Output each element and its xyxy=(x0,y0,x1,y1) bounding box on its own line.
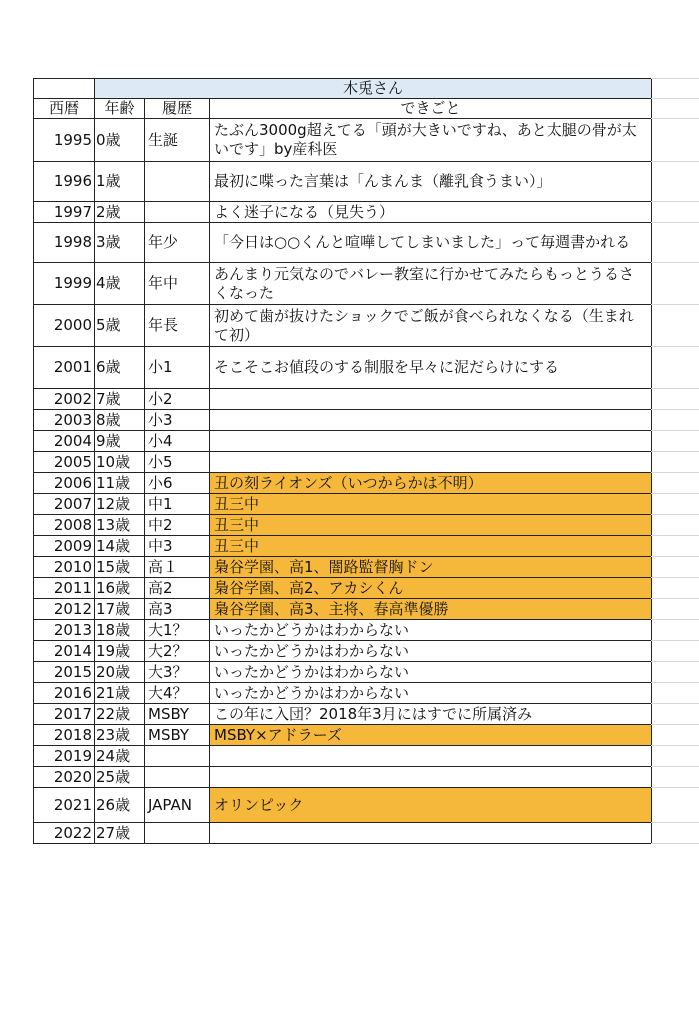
history-cell: 小3 xyxy=(145,410,210,431)
event-cell: そこそこお値段のする制服を早々に泥だらけにする xyxy=(210,347,652,389)
year-cell: 2011 xyxy=(34,578,95,599)
table-row xyxy=(34,223,652,263)
gridline xyxy=(651,161,699,162)
history-cell xyxy=(145,162,210,202)
gridline xyxy=(651,262,699,263)
age-cell: 4歳 xyxy=(95,263,145,305)
age-cell: 17歳 xyxy=(95,599,145,620)
history-cell: JAPAN xyxy=(145,788,210,823)
history-cell: 大2？ xyxy=(145,641,210,662)
history-cell: 生誕 xyxy=(145,119,210,162)
year-cell: 1995 xyxy=(34,119,95,162)
history-cell: 年長 xyxy=(145,305,210,347)
year-cell: 2014 xyxy=(34,641,95,662)
table-row xyxy=(34,389,652,410)
gridline xyxy=(651,201,699,202)
year-cell: 2010 xyxy=(34,557,95,578)
table-row xyxy=(34,536,652,557)
age-cell: 24歳 xyxy=(95,746,145,767)
table-row xyxy=(34,431,652,452)
table-row xyxy=(34,683,652,704)
age-cell: 14歳 xyxy=(95,536,145,557)
history-cell: MSBY xyxy=(145,704,210,725)
age-cell: 13歳 xyxy=(95,515,145,536)
event-cell: 初めて歯が抜けたショックでご飯が食べられなくなる（生まれて初） xyxy=(210,305,652,347)
history-cell: 年少 xyxy=(145,223,210,263)
gridline xyxy=(651,304,699,305)
gridline xyxy=(651,766,699,767)
age-cell: 7歳 xyxy=(95,389,145,410)
table-row xyxy=(34,162,652,202)
table-row xyxy=(34,557,652,578)
age-cell: 0歳 xyxy=(95,119,145,162)
title-blank-cell xyxy=(34,79,95,99)
age-cell: 12歳 xyxy=(95,494,145,515)
gridline xyxy=(651,98,699,99)
age-cell: 3歳 xyxy=(95,223,145,263)
year-cell: 2000 xyxy=(34,305,95,347)
gridline xyxy=(651,514,699,515)
age-cell: 16歳 xyxy=(95,578,145,599)
table-row xyxy=(34,767,652,788)
gridline xyxy=(651,222,699,223)
year-cell: 2006 xyxy=(34,473,95,494)
event-cell: 「今日は○○くんと喧嘩してしまいました」って毎週書かれる xyxy=(210,223,652,263)
gridline xyxy=(651,472,699,473)
table-row xyxy=(34,410,652,431)
table-row xyxy=(34,620,652,641)
table-row xyxy=(34,473,652,494)
history-cell: 中2 xyxy=(145,515,210,536)
year-cell: 2002 xyxy=(34,389,95,410)
history-cell: 高2 xyxy=(145,578,210,599)
gridline xyxy=(651,409,699,410)
year-cell: 2022 xyxy=(34,823,95,844)
gridline xyxy=(651,556,699,557)
table-row xyxy=(34,263,652,305)
age-cell: 15歳 xyxy=(95,557,145,578)
age-cell: 19歳 xyxy=(95,641,145,662)
year-cell: 2008 xyxy=(34,515,95,536)
history-cell: 小5 xyxy=(145,452,210,473)
event-cell: 丑の刻ライオンズ（いつからかは不明） xyxy=(210,473,652,494)
event-cell: オリンピック xyxy=(210,788,652,823)
history-cell: 中1 xyxy=(145,494,210,515)
age-cell: 8歳 xyxy=(95,410,145,431)
table-row xyxy=(34,202,652,223)
history-cell xyxy=(145,202,210,223)
age-cell: 10歳 xyxy=(95,452,145,473)
gridline xyxy=(651,118,699,119)
history-cell: 大3？ xyxy=(145,662,210,683)
history-cell: 大1？ xyxy=(145,620,210,641)
year-cell: 1998 xyxy=(34,223,95,263)
gridline xyxy=(651,640,699,641)
history-cell xyxy=(145,767,210,788)
gridline xyxy=(651,724,699,725)
table-row xyxy=(34,347,652,389)
gridline xyxy=(651,822,699,823)
year-cell: 2013 xyxy=(34,620,95,641)
table-row xyxy=(34,662,652,683)
table-row xyxy=(34,119,652,162)
table-row xyxy=(34,578,652,599)
age-cell: 6歳 xyxy=(95,347,145,389)
event-cell: 梟谷学園、高1、闇路監督胸ドン xyxy=(210,557,652,578)
history-cell: 高3 xyxy=(145,599,210,620)
table-row xyxy=(34,641,652,662)
table-row xyxy=(34,788,652,823)
year-cell: 2018 xyxy=(34,725,95,746)
gridline xyxy=(651,451,699,452)
age-cell: 26歳 xyxy=(95,788,145,823)
timeline-table xyxy=(33,78,652,844)
event-cell: 丑三中 xyxy=(210,515,652,536)
event-cell: いったかどうかはわからない xyxy=(210,662,652,683)
age-cell: 9歳 xyxy=(95,431,145,452)
header-year: 西暦 xyxy=(34,99,95,119)
gridline xyxy=(651,843,699,844)
table-row xyxy=(34,746,652,767)
age-cell: 20歳 xyxy=(95,662,145,683)
gridline xyxy=(651,430,699,431)
gridline xyxy=(651,661,699,662)
table-row xyxy=(34,823,652,844)
gridline xyxy=(651,78,699,79)
history-cell: 小1 xyxy=(145,347,210,389)
year-cell: 2016 xyxy=(34,683,95,704)
table-row xyxy=(34,494,652,515)
age-cell: 11歳 xyxy=(95,473,145,494)
age-cell: 21歳 xyxy=(95,683,145,704)
history-cell: MSBY xyxy=(145,725,210,746)
history-cell: 年中 xyxy=(145,263,210,305)
age-cell: 2歳 xyxy=(95,202,145,223)
gridline xyxy=(651,703,699,704)
event-cell: たぶん3000g超えてる「頭が大きいですね、あと太腿の骨が太いです」by産科医 xyxy=(210,119,652,162)
age-cell: 27歳 xyxy=(95,823,145,844)
event-cell: あんまり元気なのでバレー教室に行かせてみたらもっとうるさくなった xyxy=(210,263,652,305)
year-cell: 2019 xyxy=(34,746,95,767)
history-cell: 中3 xyxy=(145,536,210,557)
history-cell xyxy=(145,746,210,767)
table-row xyxy=(34,725,652,746)
gridline xyxy=(651,745,699,746)
gridline xyxy=(651,577,699,578)
event-cell xyxy=(210,452,652,473)
header-age: 年齢 xyxy=(95,99,145,119)
year-cell: 2009 xyxy=(34,536,95,557)
age-cell: 22歳 xyxy=(95,704,145,725)
event-cell: いったかどうかはわからない xyxy=(210,683,652,704)
age-cell: 5歳 xyxy=(95,305,145,347)
event-cell xyxy=(210,410,652,431)
title-row xyxy=(34,79,652,99)
year-cell: 2007 xyxy=(34,494,95,515)
year-cell: 2003 xyxy=(34,410,95,431)
event-cell xyxy=(210,767,652,788)
age-cell: 23歳 xyxy=(95,725,145,746)
year-cell: 2015 xyxy=(34,662,95,683)
table-row xyxy=(34,452,652,473)
gridline xyxy=(651,619,699,620)
year-cell: 1996 xyxy=(34,162,95,202)
year-cell: 2020 xyxy=(34,767,95,788)
year-cell: 2021 xyxy=(34,788,95,823)
year-cell: 2004 xyxy=(34,431,95,452)
age-cell: 1歳 xyxy=(95,162,145,202)
event-cell: 最初に喋った言葉は「んまんま（離乳食うまい）」 xyxy=(210,162,652,202)
history-cell: 高１ xyxy=(145,557,210,578)
sheet-title: 木兎さん xyxy=(95,79,652,99)
gridline xyxy=(651,346,699,347)
table-row xyxy=(34,515,652,536)
year-cell: 1999 xyxy=(34,263,95,305)
header-row xyxy=(34,99,652,119)
event-cell: いったかどうかはわからない xyxy=(210,620,652,641)
age-cell: 18歳 xyxy=(95,620,145,641)
event-cell: 梟谷学園、高2、アカシくん xyxy=(210,578,652,599)
header-history: 履歴 xyxy=(145,99,210,119)
history-cell: 大4？ xyxy=(145,683,210,704)
year-cell: 2017 xyxy=(34,704,95,725)
gridline xyxy=(651,493,699,494)
year-cell: 2012 xyxy=(34,599,95,620)
year-cell: 1997 xyxy=(34,202,95,223)
gridline xyxy=(651,787,699,788)
history-cell: 小4 xyxy=(145,431,210,452)
gridline xyxy=(651,388,699,389)
event-cell: この年に入団？2018年3月にはすでに所属済み xyxy=(210,704,652,725)
gridline xyxy=(651,535,699,536)
event-cell xyxy=(210,746,652,767)
event-cell xyxy=(210,431,652,452)
table-row xyxy=(34,305,652,347)
header-event: できごと xyxy=(210,99,652,119)
event-cell xyxy=(210,823,652,844)
gridline xyxy=(651,598,699,599)
age-cell: 25歳 xyxy=(95,767,145,788)
table-row xyxy=(34,704,652,725)
event-cell: 丑三中 xyxy=(210,536,652,557)
year-cell: 2005 xyxy=(34,452,95,473)
event-cell: いったかどうかはわからない xyxy=(210,641,652,662)
event-cell: 梟谷学園、高3、主将、春高準優勝 xyxy=(210,599,652,620)
event-cell: 丑三中 xyxy=(210,494,652,515)
event-cell: MSBY×アドラーズ xyxy=(210,725,652,746)
year-cell: 2001 xyxy=(34,347,95,389)
table-row xyxy=(34,599,652,620)
history-cell xyxy=(145,823,210,844)
event-cell xyxy=(210,389,652,410)
history-cell: 小2 xyxy=(145,389,210,410)
history-cell: 小6 xyxy=(145,473,210,494)
gridline xyxy=(651,682,699,683)
event-cell: よく迷子になる（見失う） xyxy=(210,202,652,223)
